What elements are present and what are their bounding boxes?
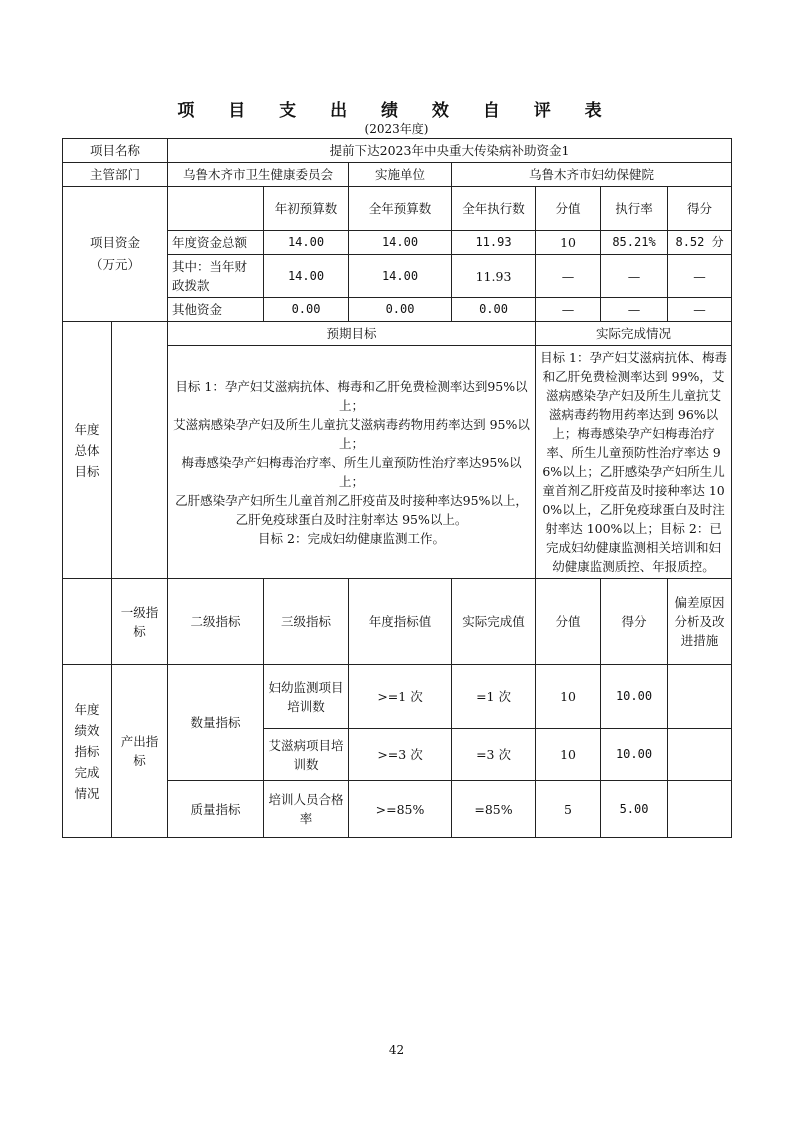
- deviation-note: [668, 729, 732, 781]
- funds-cell: —: [601, 298, 668, 322]
- indicator-header: 三级指标: [264, 579, 349, 665]
- funds-header: 全年预算数: [349, 187, 452, 231]
- deviation-note: [668, 781, 732, 838]
- funds-row-label: 年度资金总额: [168, 231, 264, 255]
- goals-label: 年度 总体 目标: [63, 322, 112, 579]
- indicator-header: 分值: [536, 579, 601, 665]
- level1-label: 产出指标: [112, 665, 168, 838]
- actual-value: =85%: [452, 781, 536, 838]
- funds-header: 全年执行数: [452, 187, 536, 231]
- funds-cell: 85.21%: [601, 231, 668, 255]
- indicator-header: 实际完成值: [452, 579, 536, 665]
- evaluation-table: [62, 138, 732, 838]
- target-value: >=3 次: [349, 729, 452, 781]
- target-value: >=85%: [349, 781, 452, 838]
- level3-label: 培训人员合格率: [264, 781, 349, 838]
- quality-label: 质量指标: [168, 781, 264, 838]
- funds-label: 项目资金 （万元）: [63, 187, 168, 322]
- score-value: 10: [536, 729, 601, 781]
- page-number: 42: [388, 1043, 405, 1057]
- goals-header-row: [63, 322, 732, 346]
- project-name-label: 项目名称: [63, 139, 168, 163]
- indicator-header: 偏差原因分析及改进措施: [668, 579, 732, 665]
- score: 10.00: [601, 665, 668, 729]
- actual-result-text: 目标 1：孕产妇艾滋病抗体、梅毒和乙肝免费检测率达到 99%，艾滋病感染孕产妇及所生儿童抗艾滋病毒药物用药率达到 96%以上；梅毒感染孕产妇梅毒治疗率、所生儿童预防性治疗率达 96%以上；乙肝感染孕产妇所生儿童首剂乙肝疫苗及时接种率达 100%以上，乙肝免疫球蛋白及时注射率达 100%以上；目标 2：已完成妇幼健康监测相关培训和妇幼健康监测质控、年报质控。: [536, 346, 732, 579]
- expected-goal-text: 目标 1：孕产妇艾滋病抗体、梅毒和乙肝免费检测率达到95%以上； 艾滋病感染孕产妇及所生儿童抗艾滋病毒药物用药率达到 95%以上； 梅毒感染孕产妇梅毒治疗率、所生儿童预防性治疗率达95%以上； 乙肝感染孕产妇所生儿童首剂乙肝疫苗及时接种率达95%以上，乙肝免疫球蛋白及时注射率达 95%以上。 目标 2：完成妇幼健康监测工作。: [168, 346, 536, 579]
- funds-cell: —: [536, 298, 601, 322]
- deviation-note: [668, 665, 732, 729]
- funds-header-row: [63, 187, 732, 231]
- funds-cell: 14.00: [349, 231, 452, 255]
- funds-cell: 8.52 分: [668, 231, 732, 255]
- funds-cell: —: [536, 255, 601, 298]
- indicator-header-row: [63, 579, 732, 665]
- indicators-section-label: 年度 绩效 指标 完成 情况: [63, 665, 112, 838]
- indicator-header: 二级指标: [168, 579, 264, 665]
- dept-value: 乌鲁木齐市卫生健康委员会: [168, 163, 349, 187]
- indicator-header: 年度指标值: [349, 579, 452, 665]
- indicator-header: 得分: [601, 579, 668, 665]
- unit-value: 乌鲁木齐市妇幼保健院: [452, 163, 732, 187]
- funds-cell: 14.00: [349, 255, 452, 298]
- quantity-label: 数量指标: [168, 665, 264, 781]
- funds-cell: —: [601, 255, 668, 298]
- page-title: 项 目 支 出 绩 效 自 评 表: [177, 101, 616, 121]
- level3-label: 艾滋病项目培训数: [264, 729, 349, 781]
- funds-cell: —: [668, 255, 732, 298]
- unit-label: 实施单位: [349, 163, 452, 187]
- funds-cell: 0.00: [349, 298, 452, 322]
- dept-label: 主管部门: [63, 163, 168, 187]
- actual-value: =1 次: [452, 665, 536, 729]
- project-name-value: 提前下达2023年中央重大传染病补助资金1: [168, 139, 732, 163]
- project-name-row: [63, 139, 732, 163]
- funds-cell: 14.00: [264, 255, 349, 298]
- funds-cell: 14.00: [264, 231, 349, 255]
- funds-header: 分值: [536, 187, 601, 231]
- expected-goal-header: 预期目标: [168, 322, 536, 346]
- funds-cell: —: [668, 298, 732, 322]
- funds-header: 得分: [668, 187, 732, 231]
- actual-result-header: 实际完成情况: [536, 322, 732, 346]
- funds-cell: 11.93: [452, 255, 536, 298]
- funds-cell: 10: [536, 231, 601, 255]
- indicator-header: 一级指标: [112, 579, 168, 665]
- funds-header: 年初预算数: [264, 187, 349, 231]
- indicator-row: [63, 665, 732, 729]
- funds-row-label: 其中：当年财政拨款: [168, 255, 264, 298]
- page-subtitle: (2023年度): [364, 122, 429, 136]
- funds-header: 执行率: [601, 187, 668, 231]
- score: 5.00: [601, 781, 668, 838]
- funds-cell: 0.00: [264, 298, 349, 322]
- score-value: 10: [536, 665, 601, 729]
- funds-cell: 0.00: [452, 298, 536, 322]
- score: 10.00: [601, 729, 668, 781]
- funds-row-label: 其他资金: [168, 298, 264, 322]
- dept-row: [63, 163, 732, 187]
- target-value: >=1 次: [349, 665, 452, 729]
- funds-cell: 11.93: [452, 231, 536, 255]
- actual-value: =3 次: [452, 729, 536, 781]
- score-value: 5: [536, 781, 601, 838]
- level3-label: 妇幼监测项目培训数: [264, 665, 349, 729]
